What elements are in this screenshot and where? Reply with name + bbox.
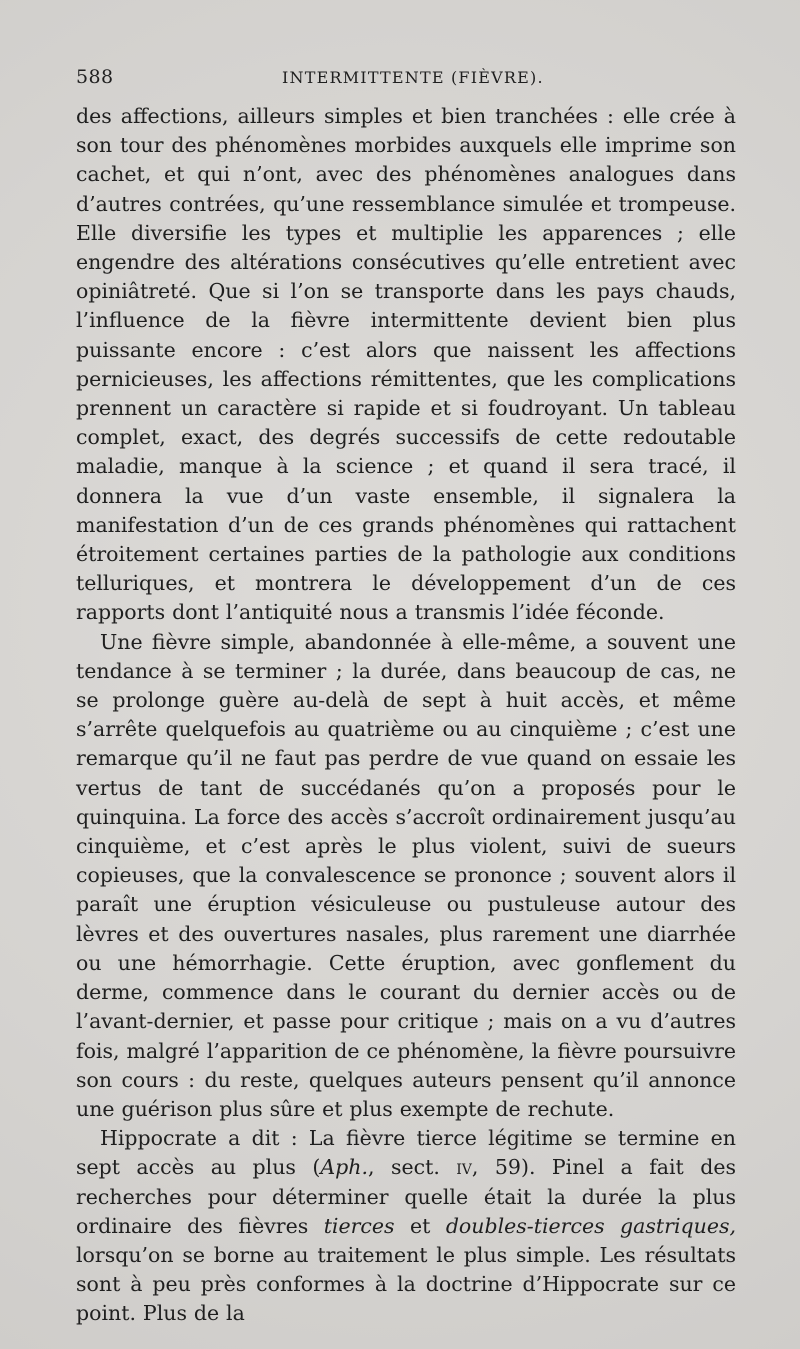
paragraph-3-text-2: , sect. [368,1155,457,1180]
page-header [76,66,736,92]
italic-term-doubles-tierces: doubles-tierces gastriques, [445,1213,736,1238]
section-numeral: iv [456,1155,472,1180]
page-number: 588 [76,66,114,88]
aphorism-reference: Aph. [320,1155,369,1180]
paragraph-3-text-4: et [394,1213,446,1238]
running-head: INTERMITTENTE (FIÈVRE). [282,68,544,87]
paragraph-3 [76,1124,736,1328]
paragraph-3-text-5: lorsqu’on se borne au traitement le plus simple. Les résultats sont à peu près conformes à la doctrine d’Hippocrate sur ce point. Plus de la [76,1242,736,1326]
italic-term-tierces: tierces [323,1213,395,1238]
body-text [76,102,736,1329]
paragraph-3-text-3: , 59). Pinel a fait des recherches pour déterminer quelle était la durée la plus ordinaire des fièvres [76,1155,736,1238]
paragraph-3-text-1: Hippocrate a dit : La fièvre tierce légitime se termine en sept accès au plus ( [76,1126,736,1180]
paragraph-2: Une fièvre simple, abandonnée à elle-même, a souvent une tendance à se terminer ; la durée, dans beaucoup de cas, ne se prolonge guère au-delà de sept à huit accès, et même s’arrête quelquefois au quatrième ou au cinquième ; c’est une remarque qu’il ne faut pas perdre de vue quand on essaie les vertus de tant de succédanés qu’on a proposés pour le quinquina. La force des accès s’accroît ordinairement jusqu’au cinquième, et c’est après le plus violent, suivi de sueurs copieuses, que la convalescence se prononce ; souvent alors il paraît une éruption vésiculeuse ou pustuleuse autour des lèvres et des ouvertures nasales, plus rarement une diarrhée ou une hémorrhagie. Cette éruption, avec gonflement du derme, commence dans le courant du dernier accès ou de l’avant-dernier, et passe pour critique ; mais on a vu d’autres fois, malgré l’apparition de ce phénomène, la fièvre poursuivre son cours : du reste, quelques auteurs pensent qu’il annonce une guérison plus sûre et plus exempte de rechute. [76,629,736,1121]
paragraph-1: des affections, ailleurs simples et bien tranchées : elle crée à son tour des phénomènes morbides auxquels elle imprime son cachet, et qui n’ont, avec des phénomènes analogues dans d’autres contrées, qu’une ressemblance simulée et trompeuse. Elle diversifie les types et multiplie les apparences ; elle engendre des altérations consécutives qu’elle entretient avec opiniâtreté. Que si l’on se transporte dans les pays chauds, l’influence de la fièvre intermittente devient bien plus puissante encore : c’est alors que naissent les affections pernicieuses, les affections rémittentes, que les complications prennent un caractère si rapide et si foudroyant. Un tableau complet, exact, des degrés successifs de cette redoutable maladie, manque à la science ; et quand il sera tracé, il donnera la vue d’un vaste ensemble, il signalera la manifestation d’un de ces grands phénomènes qui rattachent étroitement certaines parties de la pathologie aux conditions telluriques, et montrera le développement d’un de ces rapports dont l’antiquité nous a transmis l’idée féconde. [76,104,736,625]
